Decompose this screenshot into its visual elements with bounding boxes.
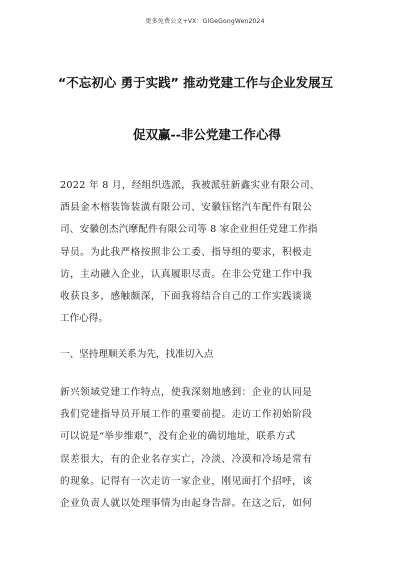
document-title-line-1: “不忘初心 勇于实践” 推动党建工作与企业发展互 xyxy=(58,75,334,90)
paragraph-body xyxy=(60,382,350,515)
paragraph-line: 导员。为此我严格按照非公工委、指导组的要求，积极走 xyxy=(60,246,313,258)
paragraph-line: 2022 年 8 月，经组织选派，我被派驻新鑫实业有限公司、 xyxy=(60,180,320,191)
paragraph-line: 司、安徽创杰汽摩配件有限公司等 8 家企业担任党建工作指 xyxy=(60,224,318,236)
paragraph-line: 访，主动融入企业，认真履职尽责。在非公党建工作中我 xyxy=(60,268,313,280)
paragraph-intro xyxy=(60,175,350,330)
paragraph-line: 企业负责人就以处理事情为由起身告辞。在这之后，如何 xyxy=(60,498,313,510)
paragraph-line: 误差很大，有的企业名存实亡，冷淡、冷漠和冷场是常有 xyxy=(60,453,313,465)
paragraph-line: 可以说是“举步维艰”，没有企业的确切地址，联系方式 xyxy=(60,431,296,443)
document-title-line-2: 促双赢--非公党建工作心得 xyxy=(133,127,281,142)
paragraph-line: 工作心得。 xyxy=(60,313,108,325)
paragraph-line: 收获良多，感触颇深，下面我将结合自己的工作实践谈谈 xyxy=(60,291,313,303)
header-note: 更多免费公文+VX：GlGeGongWen2024 xyxy=(145,18,265,25)
paragraph-line: 的现象。记得有一次走访一家企业，刚见面打个招呼，该 xyxy=(60,475,313,487)
paragraph-line: 我们党建指导员开展工作的重要前提。走访工作初始阶段 xyxy=(60,409,313,421)
paragraph-line: 酒县金木榕装饰装潢有限公司、安徽钰铭汽车配件有限公 xyxy=(60,202,313,214)
paragraph-line: 新兴领域党建工作特点，使我深刻地感到：企业的认同是 xyxy=(60,387,313,398)
section-heading-1: 一、坚持理顺关系为先，找准切入点 xyxy=(60,349,214,360)
